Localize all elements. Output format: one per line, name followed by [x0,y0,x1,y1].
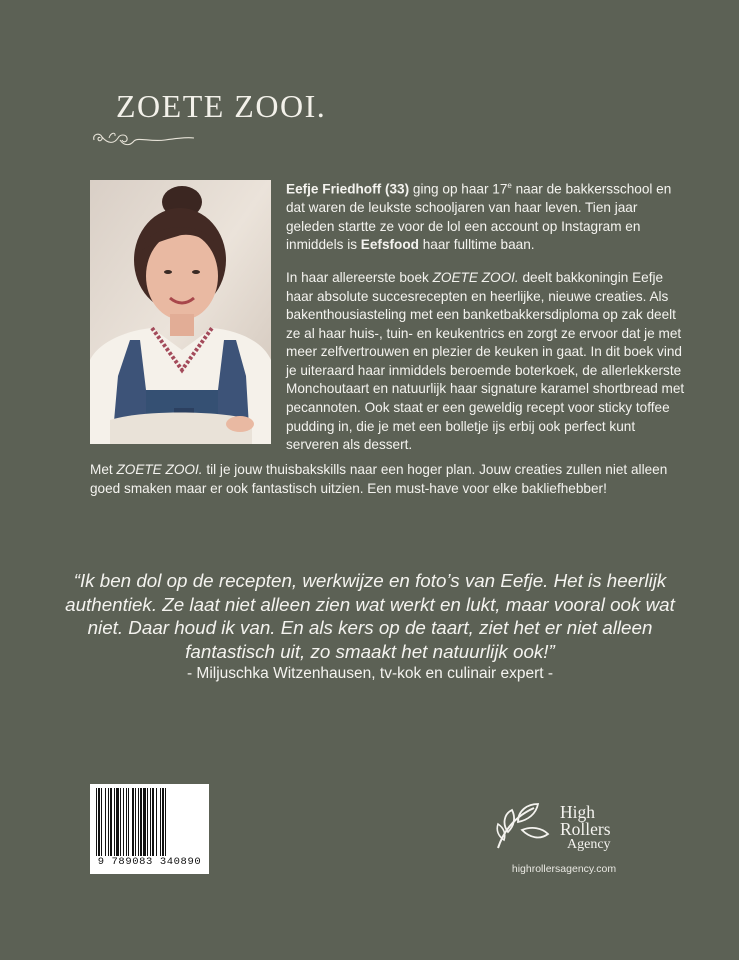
barcode-bar [128,788,129,856]
barcode-bar [156,788,157,856]
brand-name: Eefsfood [360,237,419,253]
publisher-name-line: High [560,802,595,822]
barcode-bar [96,788,97,856]
barcode-bar [110,788,112,856]
author-photo [90,180,271,444]
barcode-bar [101,788,102,856]
bio-text: In haar allereerste boek [286,269,433,285]
barcode-bar [114,788,115,856]
bio-text: ging op haar 17 [409,181,508,197]
barcode-bar [138,788,139,856]
barcode-bar [98,788,100,856]
book-title-inline: ZOETE ZOOI. [116,462,203,477]
bio-paragraph-2 [286,269,686,455]
barcode-bar [162,788,164,856]
book-title-inline: ZOETE ZOOI. [432,269,519,285]
barcode-bars [96,788,203,856]
barcode-bar [108,788,109,856]
leaf-icon [494,800,552,852]
barcode-bar [105,788,106,856]
author-photo-illustration [90,180,271,444]
bio-text: haar fulltime baan. [418,237,535,253]
barcode-bar [143,788,146,856]
bio-paragraph-1 [286,177,686,255]
publisher-name-line: Agency [567,837,611,852]
barcode-bar [152,788,154,856]
barcode-bar [132,788,134,856]
barcode-bar [123,788,124,856]
barcode-bar [150,788,151,856]
barcode-bar [147,788,148,856]
closing-text: Met [90,462,117,477]
isbn-number: 9 789083 340890 [97,856,202,868]
closing-paragraph [90,461,670,498]
testimonial-attribution: - Miljuschka Witzenhausen, tv-kok en culinair expert - [186,665,554,682]
barcode-bar [116,788,119,856]
isbn-barcode [90,784,209,874]
barcode-bar [126,788,127,856]
barcode-bar [160,788,161,856]
bio-text: deelt bakkoningin Eefje haar absolute succesrecepten en heerlijke, nieuwe creaties. Als bakenthousiasteling met een banketbakkersdiploma op zak deelt ze al haar huis-, tuin- en keukentrics en zorgt ze ervoor dat je met meer zelfvertrouwen en plezier de keuken in gaat. In dit boek vind je uiteraard haar inmiddels beroemde boterkoek, de allerlekkerste Monchoutaart en natuurlijk haar signature karamel shortbread met pecannoten. Ook staat er een geweldig recept voor sticky toffee pudding in, die je met een bolletje ijs erbij ook perfect kunt serveren als dessert. [286,269,685,453]
barcode-bar [135,788,136,856]
closing-text: til je jouw thuisbakskills naar een hoger plan. Jouw creaties zullen niet alleen goed smaken maar er ook fantastisch uitzien. Een must-have voor elke bakliefhebber! [90,462,668,496]
flourish-ornament [90,128,195,150]
book-title: ZOETE ZOOI. [116,88,327,124]
author-name: Eefje Friedhoff (33) [286,181,410,197]
barcode-bar [165,788,166,856]
testimonial-quote: “Ik ben dol op de recepten, werkwijze en foto’s van Eefje. Het is heerlijk authentiek. Ze laat niet alleen zien wat werkt en lukt, maar vooral ook wat niet. Daar houd ik van. En als kers op de taart, ziet het er niet alleen fantastisch uit, zo smaakt het natuurlijk ook!” [65,570,675,662]
bio-text: naar de bakkersschool en dat waren de leukste schooljaren van haar leven. Tien jaar geleden startte ze voor de lol een account op Instagram en inmiddels is [286,181,672,253]
barcode-bar [120,788,121,856]
publisher-name-line: Rollers [560,818,611,839]
publisher-url: highrollersagency.com [511,863,617,875]
ordinal-superscript: e [507,181,512,190]
barcode-bar [140,788,142,856]
publisher-logo [494,800,634,880]
author-bio [286,177,686,469]
publisher-name [560,804,611,854]
